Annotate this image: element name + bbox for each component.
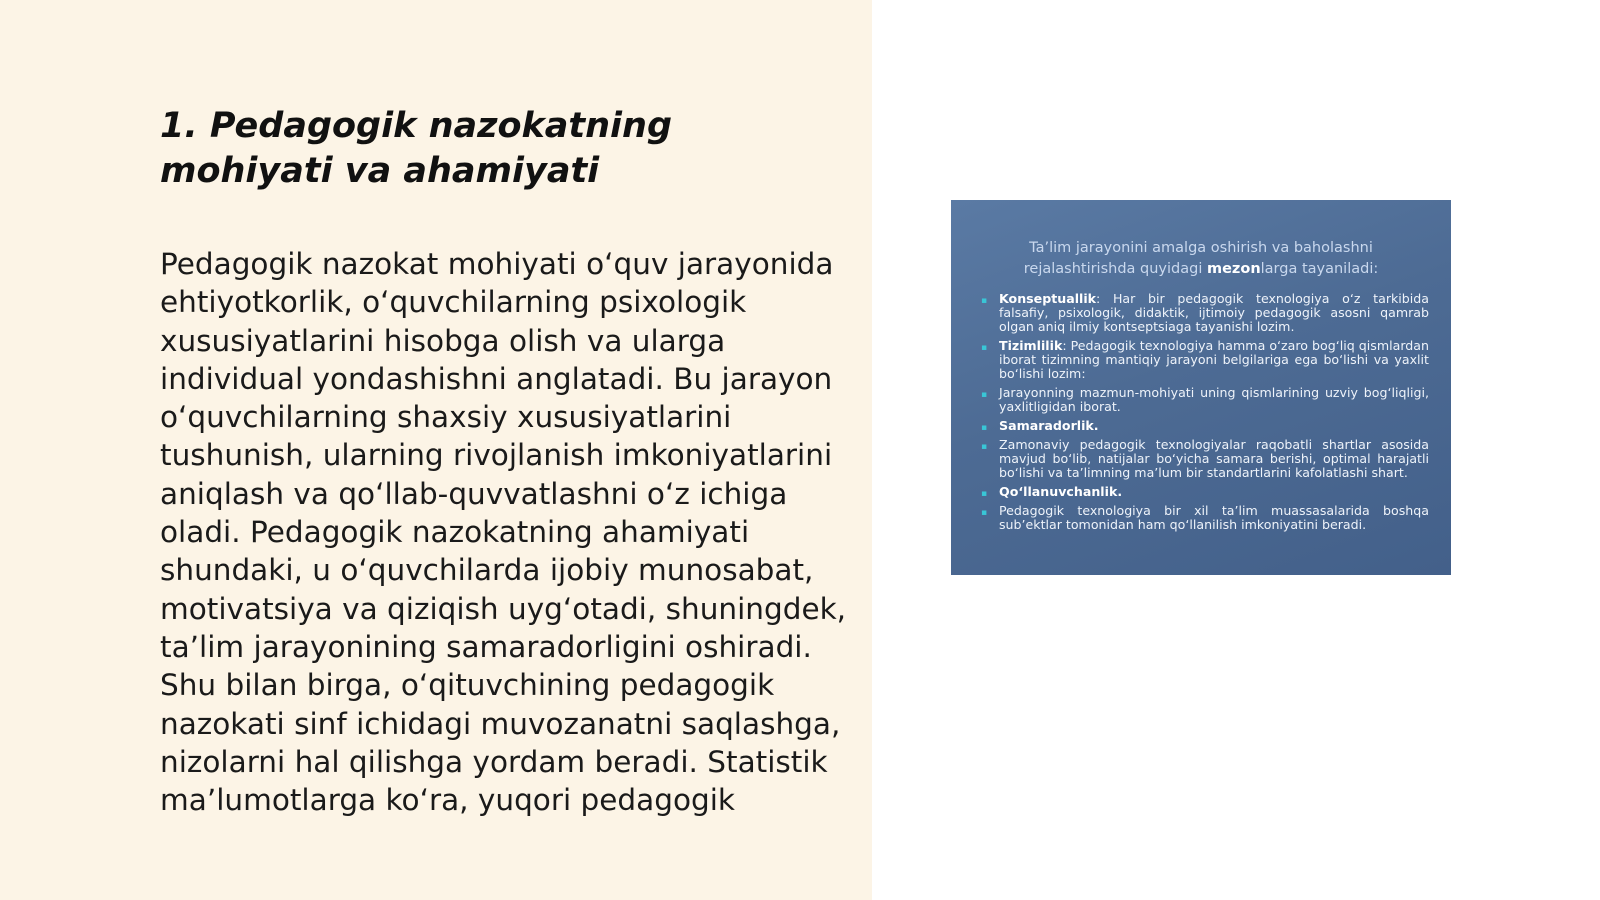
slide-body-text: Pedagogik nazokat mohiyati o‘quv jarayonida ehtiyotkorlik, o‘quvchilarning psixologik xususiyatlarini hisobga olish va ularga individual yondashishni anglatadi. Bu jarayon o‘quvchilarning shaxsiy xususiyatlarini tushunish, ularning rivojlanish imkoniyatlarini aniqlash va qo‘llab-quvvatlashni o‘z ichiga oladi. Pedagogik nazokatning ahamiyati shundaki, u o‘quvchilarda ijobiy munosabat, motivatsiya va qiziqish uyg‘otadi, shuningdek, ta’lim jarayonining samaradorligini oshiradi. Shu bilan birga, o‘qituvchining pedagogik nazokati sinf ichidagi muvozanatni saqlashga, nizolarni hal qilishga yordam beradi. Statistik ma’lumotlarga ko‘ra, yuqori pedagogik <box>160 247 847 818</box>
item-term: Konseptuallik <box>999 291 1097 306</box>
item-term: Samaradorlik. <box>999 418 1099 433</box>
slide-title: 1. Pedagogik nazokatning mohiyati va ahamiyati <box>160 106 673 191</box>
image-heading-pre: Ta’lim jarayonini amalga oshirish va baholashni rejalashtirishda quyidagi <box>1023 240 1373 277</box>
list-item <box>981 419 1429 433</box>
item-term: Qo‘llanuvchanlik. <box>999 484 1123 499</box>
item-text: : Har bir pedagogik texnologiya o‘z tarkibida falsafiy, psixologik, didaktik, ijtimoiy pedagogik asosni qamrab olgan aniq ilmiy kontseptsiaga tayanishi lozim. <box>999 291 1429 334</box>
bullet-icon: ▪ <box>981 442 988 452</box>
list-item <box>981 386 1429 414</box>
bullet-icon: ▪ <box>981 296 988 306</box>
list-item <box>981 504 1429 532</box>
item-text: Jarayonning mazmun-mohiyati uning qismlarining uzviy bog‘liqligi, yaxlitligidan iborat. <box>999 385 1429 414</box>
list-item <box>981 292 1429 334</box>
slide-image <box>951 200 1451 575</box>
image-criteria-list <box>981 292 1429 537</box>
image-heading <box>981 238 1421 280</box>
bullet-icon: ▪ <box>981 489 988 499</box>
item-text: : Pedagogik texnologiya hamma o‘zaro bog‘liq qismlardan iborat tizimning mantiqiy jarayoni belgilariga ega bo‘lishi va yaxlit bo‘lishi lozim: <box>999 338 1429 381</box>
bullet-icon: ▪ <box>981 508 988 518</box>
list-item <box>981 438 1429 480</box>
bullet-icon: ▪ <box>981 423 988 433</box>
list-item <box>981 485 1429 499</box>
item-text: Zamonaviy pedagogik texnologiyalar raqobatli shartlar asosida mavjud bo‘lib, natijalar bo‘yicha samara berishi, optimal harajatli bo‘lishi va ta’limning ma’lum bir standartlarini kafolatlashi shart. <box>999 437 1429 480</box>
list-item <box>981 339 1429 381</box>
image-heading-bold: mezon <box>1206 261 1261 277</box>
bullet-icon: ▪ <box>981 343 988 353</box>
item-term: Tizimlilik <box>999 338 1063 353</box>
image-heading-post: larga tayaniladi: <box>1260 261 1379 277</box>
item-text: Pedagogik texnologiya bir xil ta’lim muassasalarida boshqa sub’ektlar tomonidan ham qo‘llanilish imkoniyatini beradi. <box>999 503 1429 532</box>
bullet-icon: ▪ <box>981 390 988 400</box>
